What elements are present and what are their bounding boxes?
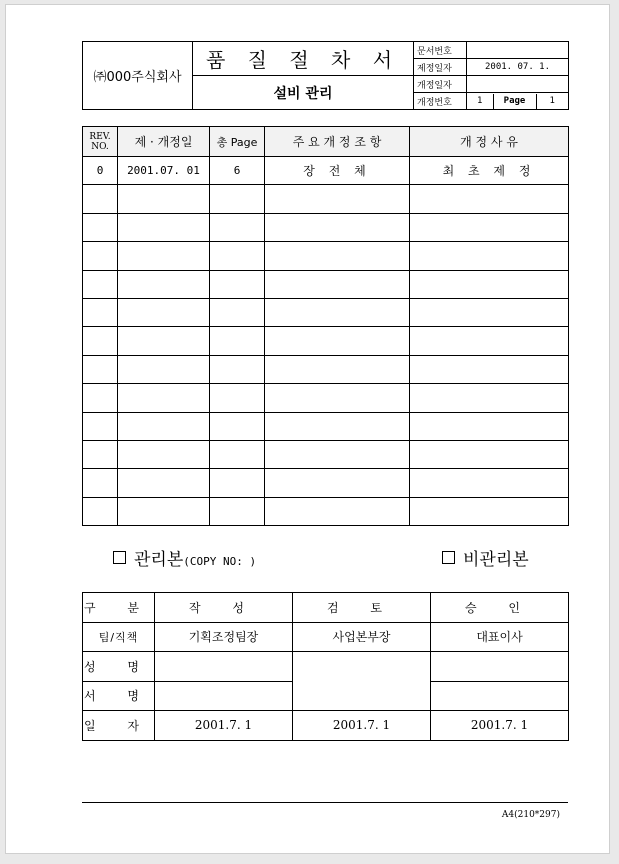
category-header: 구 분 (83, 593, 155, 623)
managed-checkbox[interactable] (113, 551, 126, 564)
author-sign-cell (155, 681, 293, 711)
table-row (83, 327, 569, 355)
author-header: 작 성 (155, 593, 293, 623)
table-row (83, 242, 569, 270)
table-row (83, 497, 569, 525)
company-name: ㈜000주식회사 (83, 42, 193, 110)
document-title: 품 질 절 차 서 (193, 42, 414, 76)
team-row (83, 622, 569, 652)
paper-size-note: A4(210*297) (501, 810, 560, 820)
revise-no-label: 개정번호 (414, 93, 467, 110)
name-row (83, 652, 569, 682)
author-date: 2001.7. 1 (155, 711, 293, 741)
team-label: 팀/직책 (83, 622, 155, 652)
table-row (83, 355, 569, 383)
revision-header-row (83, 127, 569, 157)
doc-no-value (467, 42, 569, 59)
approve-name-cell (431, 652, 569, 682)
table-row (83, 213, 569, 241)
managed-label: 관리본 (134, 550, 184, 570)
document-subtitle: 설비 관리 (193, 76, 414, 110)
revise-reason-header: 개 정 사 유 (410, 127, 569, 157)
review-name-sign-cell (293, 652, 431, 711)
revise-no-value: 1 (467, 94, 493, 109)
review-header: 검 토 (293, 593, 431, 623)
table-row (83, 157, 569, 185)
date-row (83, 711, 569, 741)
date-label: 일 자 (83, 711, 155, 741)
unmanaged-copy-option[interactable] (442, 545, 529, 570)
managed-copy-option[interactable] (113, 545, 256, 570)
main-clause-cell: 장 전 체 (265, 157, 410, 185)
approve-team: 대표이사 (431, 622, 569, 652)
revise-date-label: 개정일자 (414, 76, 467, 93)
author-name-cell (155, 652, 293, 682)
table-row (83, 384, 569, 412)
approval-table (82, 592, 569, 741)
page-value: 1 (549, 96, 555, 106)
approval-header-row (83, 593, 569, 623)
revision-history-table (82, 126, 569, 526)
total-page-cell: 6 (210, 157, 265, 185)
review-team: 사업본부장 (293, 622, 431, 652)
document-page (5, 4, 610, 854)
rev-no-header: REV. NO. (83, 127, 118, 157)
table-row (83, 298, 569, 326)
table-row (83, 270, 569, 298)
revise-page-cell (467, 93, 569, 110)
table-row (83, 469, 569, 497)
revise-reason-cell: 최 초 제 정 (410, 157, 569, 185)
enact-date-value: 2001. 07. 1. (467, 59, 569, 76)
main-clause-header: 주 요 개 정 조 항 (265, 127, 410, 157)
approve-date: 2001.7. 1 (431, 711, 569, 741)
document-header-table (82, 41, 569, 110)
table-row (83, 440, 569, 468)
doc-no-label: 문서번호 (414, 42, 467, 59)
revise-date-header: 제 · 개정일 (118, 127, 210, 157)
unmanaged-checkbox[interactable] (442, 551, 455, 564)
author-team: 기획조정팀장 (155, 622, 293, 652)
table-row (83, 185, 569, 213)
copy-no-text: (COPY NO: ) (183, 555, 257, 568)
sign-label: 서 명 (83, 681, 155, 711)
page-label: Page (493, 94, 536, 109)
approve-sign-cell (431, 681, 569, 711)
footer-divider (82, 802, 568, 803)
unmanaged-label: 비관리본 (463, 550, 529, 570)
rev-no-cell: 0 (83, 157, 118, 185)
total-page-header: 총 Page (210, 127, 265, 157)
name-label: 성 명 (83, 652, 155, 682)
approve-header: 승 인 (431, 593, 569, 623)
revise-date-cell: 2001.07. 01 (118, 157, 210, 185)
table-row (83, 412, 569, 440)
review-date: 2001.7. 1 (293, 711, 431, 741)
revise-date-value (467, 76, 569, 93)
enact-date-label: 제정일자 (414, 59, 467, 76)
